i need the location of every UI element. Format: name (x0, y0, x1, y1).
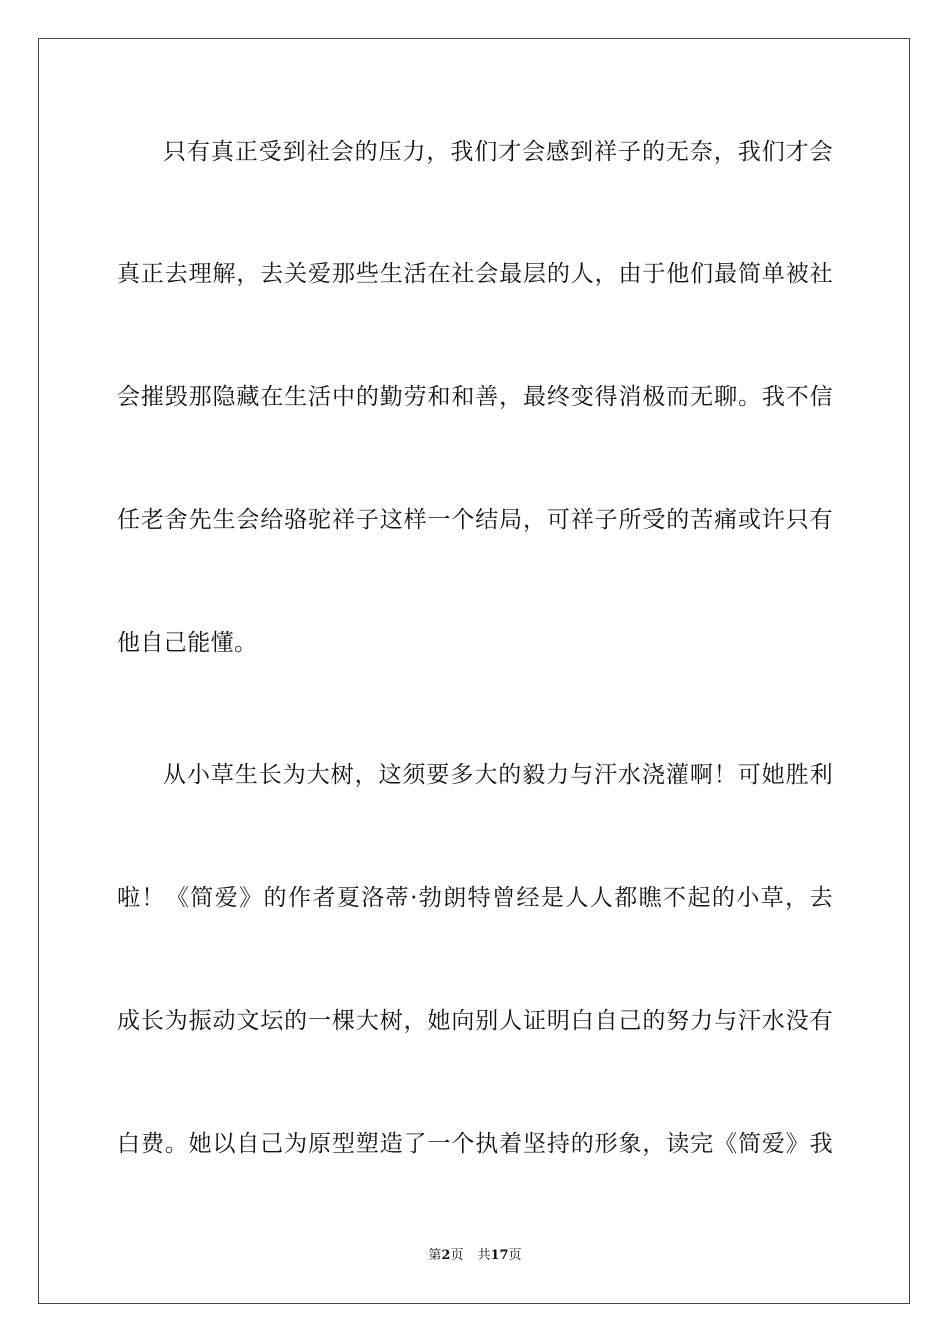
text-line: 从小草生长为大树，这须要多大的毅力与汗水浇灌啊！可她胜利 (163, 762, 833, 788)
text-line: 只有真正受到社会的压力，我们才会感到祥子的无奈，我们才会 (163, 139, 833, 165)
text-line: 成长为振动文坛的一棵大树，她向别人证明白自己的努力与汗水没有 (117, 1008, 833, 1034)
page-footer (0, 1247, 950, 1265)
page-border (38, 38, 910, 1304)
text-line: 啦！《简爱》的作者夏洛蒂·勃朗特曾经是人人都瞧不起的小草，去 (117, 885, 833, 911)
text-line: 任老舍先生会给骆驼祥子这样一个结局，可祥子所受的苦痛或许只有 (117, 507, 833, 533)
text-line: 会摧毁那隐藏在生活中的勤劳和和善，最终变得消极而无聊。我不信 (117, 384, 833, 410)
text-line: 他自己能懂。 (117, 630, 258, 656)
current-page-number: 2 (441, 1248, 451, 1263)
total-label-prefix: 共 (477, 1248, 491, 1263)
page-label-prefix: 第 (428, 1248, 442, 1263)
text-line: 真正去理解，去关爱那些生活在社会最层的人，由于他们最简单被社 (117, 261, 833, 287)
page-label-suffix: 页 (450, 1248, 464, 1263)
text-line: 白费。她以自己为原型塑造了一个执着坚持的形象，读完《简爱》我 (117, 1131, 833, 1157)
total-label-suffix: 页 (508, 1248, 522, 1263)
total-page-count: 17 (490, 1248, 509, 1263)
